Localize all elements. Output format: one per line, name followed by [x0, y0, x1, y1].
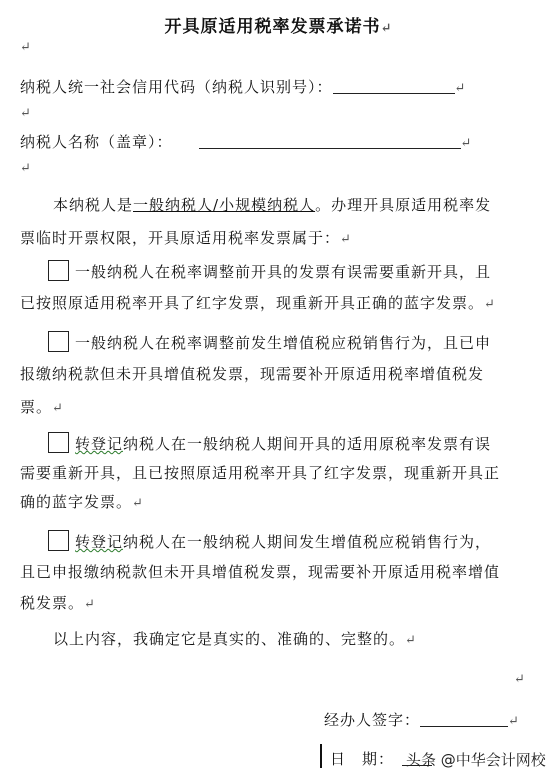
document-title: 开具原适用税率发票承诺书↵ — [164, 17, 393, 37]
confirmation-statement: 以上内容，我确定它是真实的、准确的、完整的。↵ — [53, 630, 417, 648]
taxpayer-name-label: 纳税人名称（盖章）： — [20, 133, 173, 151]
option-3-checkbox[interactable] — [48, 432, 69, 453]
option-4-checkbox[interactable] — [48, 530, 69, 551]
signer-blank[interactable] — [420, 712, 508, 727]
option-4-line-2: 且已申报缴纳税款但未开具增值税发票，现需要补开原适用税率增值 — [20, 563, 501, 581]
option-1-line-1: 一般纳税人在税率调整前开具的发票有误需要重新开具，且 — [48, 260, 491, 282]
paragraph-mark: ↵ — [20, 40, 31, 55]
option-2-line-2: 报缴纳税款但未开具增值税发票，现需要补开原适用税率增值税发 — [20, 365, 485, 383]
option-1-line-2: 已按照原适用税率开具了红字发票，现重新开具正确的蓝字发票。↵ — [20, 294, 496, 312]
taxpayer-name-field: 纳税人名称（盖章）： ↵ — [20, 133, 473, 151]
option-4-line-3: 税发票。↵ — [20, 594, 96, 612]
text-cursor — [320, 744, 322, 768]
paragraph-mark: ↵ — [20, 106, 31, 121]
signer-label: 经办人签字： — [324, 711, 421, 729]
option-2-line-1: 一般纳税人在税率调整前发生增值税应税销售行为，且已申 — [48, 331, 491, 353]
intro-line-2: 票临时开票权限，开具原适用税率发票属于：↵ — [20, 229, 352, 247]
option-2-checkbox[interactable] — [48, 331, 69, 352]
taxpayer-type-choice: 一般纳税人/小规模纳税人 — [133, 196, 316, 214]
option-2-line-3: 票。↵ — [20, 398, 64, 416]
credit-code-blank[interactable] — [333, 79, 455, 94]
paragraph-mark: ↵ — [20, 161, 31, 176]
option-1-checkbox[interactable] — [48, 260, 69, 281]
intro-line-1: 本纳税人是一般纳税人/小规模纳税人。办理开具原适用税率发 — [53, 196, 492, 214]
signer-field: 经办人签字： ↵ — [324, 711, 520, 729]
watermark: 头条 @中华会计网校 — [406, 751, 546, 769]
credit-code-label: 纳税人统一社会信用代码（纳税人识别号）： — [20, 78, 333, 96]
credit-code-field: 纳税人统一社会信用代码（纳税人识别号）： ↵ — [20, 78, 467, 96]
date-label: 日 期： — [330, 750, 395, 768]
taxpayer-name-blank[interactable] — [199, 134, 461, 149]
paragraph-mark: ↵ — [514, 672, 525, 687]
option-3-line-1: 转登记纳税人在一般纳税人期间开具的适用原税率发票有误 — [48, 432, 491, 454]
option-3-line-3: 确的蓝字发票。↵ — [20, 493, 144, 511]
option-4-line-1: 转登记纳税人在一般纳税人期间发生增值税应税销售行为， — [48, 530, 491, 552]
option-3-line-2: 需要重新开具，且已按照原适用税率开具了红字发票，现重新开具正 — [20, 464, 501, 482]
